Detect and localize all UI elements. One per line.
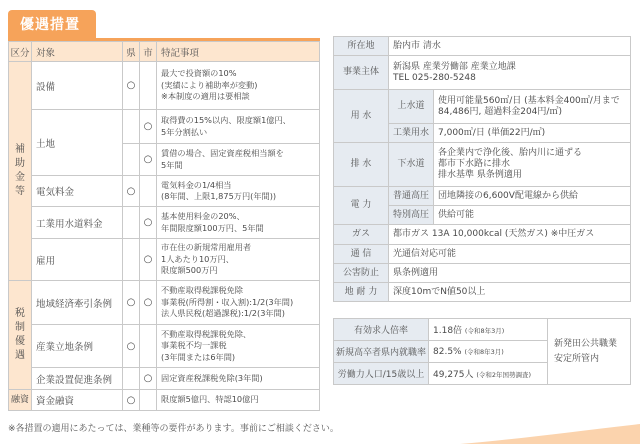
stat-label: 労働力人口/15歳以上 xyxy=(334,363,429,385)
city-mark xyxy=(140,176,157,207)
info-row-water-supply xyxy=(334,90,631,124)
city-mark xyxy=(140,62,157,110)
table-row xyxy=(9,176,320,207)
gas-value: 都市ガス 13A 10,000kcal (天然ガス) ※中圧ガス xyxy=(389,225,631,245)
gas-label: ガス xyxy=(334,225,389,245)
row-name: 資金融資 xyxy=(32,390,123,411)
site-info-table xyxy=(333,36,631,302)
footnote: ※各措置の適用にあたっては、業種等の要件があります。事前にご相談ください。 xyxy=(8,424,339,434)
drainage-line: 都市下水路に排水 xyxy=(438,159,511,169)
col-notes: 特記事項 xyxy=(157,42,320,62)
col-category: 区分 xyxy=(9,42,32,62)
pref-mark xyxy=(123,110,140,144)
info-row-comms xyxy=(334,245,631,264)
stat-label: 新規高卒者県内就職率 xyxy=(334,341,429,363)
row-note: 不動産取得税課税免除、 事業税不均一課税 (3年間または6年間) xyxy=(157,325,320,368)
table-header-row xyxy=(9,42,320,62)
comms-value: 光通信対応可能 xyxy=(389,245,631,264)
stat-label: 有効求人倍率 xyxy=(334,319,429,341)
water-supply-value: 使用可能量560㎥/日 (基本料金400㎥/月まで84,486円, 超過料金204円/㎥) xyxy=(434,90,631,124)
city-mark: ○ xyxy=(140,144,157,176)
power-label: 電 力 xyxy=(334,187,389,225)
col-city: 市 xyxy=(140,42,157,62)
row-note: 賃借の場合、固定資産税相当額を 5年間 xyxy=(157,144,320,176)
drainage-value xyxy=(434,143,631,187)
category-tax: 税制優遇 xyxy=(9,281,32,390)
info-row-operator xyxy=(334,56,631,90)
row-name: 設備 xyxy=(32,62,123,110)
drainage-line: 各企業内で浄化後、胎内川に通ずる xyxy=(438,148,583,158)
row-note: 限度額5億円、特認10億円 xyxy=(157,390,320,411)
operator-value xyxy=(389,56,631,90)
row-note: 基本使用料金の20%、 年間限度額100万円、5年間 xyxy=(157,207,320,239)
operator-label: 事業主体 xyxy=(334,56,389,90)
pollution-label: 公害防止 xyxy=(334,264,389,283)
city-mark: ○ xyxy=(140,239,157,281)
col-target: 対象 xyxy=(32,42,123,62)
pref-mark xyxy=(123,368,140,390)
table-row xyxy=(9,390,320,411)
info-row-bearing xyxy=(334,283,631,302)
pref-mark xyxy=(123,207,140,239)
row-name: 地域経済牽引条例 xyxy=(32,281,123,325)
info-row-power-normal xyxy=(334,187,631,206)
pref-mark xyxy=(123,144,140,176)
location-label: 所在地 xyxy=(334,37,389,56)
bearing-label: 地 耐 力 xyxy=(334,283,389,302)
section-title: 優遇措置 xyxy=(20,17,80,33)
incentives-table xyxy=(8,41,320,411)
table-row xyxy=(9,207,320,239)
row-note: 電気料金の1/4相当 (8年間、上限1,875万円(年間)) xyxy=(157,176,320,207)
water-supply-label: 上水道 xyxy=(389,90,434,124)
row-name: 工業用水道料金 xyxy=(32,207,123,239)
labor-stats-table xyxy=(333,318,631,385)
info-row-gas xyxy=(334,225,631,245)
pref-mark: ○ xyxy=(123,62,140,110)
stat-value: 1.18倍 (令和8年3月) xyxy=(429,319,548,341)
table-row xyxy=(9,368,320,390)
power-normal-value: 団地隣接の6,600V配電線から供給 xyxy=(434,187,631,206)
water-label: 用 水 xyxy=(334,90,389,143)
pref-mark: ○ xyxy=(123,176,140,207)
table-row xyxy=(9,110,320,144)
row-note: 最大で投資額の10% (実績により補助率が変動) ※本制度の適用は要相談 xyxy=(157,62,320,110)
power-special-label: 特別高圧 xyxy=(389,206,434,225)
section-tab xyxy=(8,10,96,40)
stat-value: 49,275人 (令和2年国勢調査) xyxy=(429,363,548,385)
drainage-label: 排 水 xyxy=(334,143,389,187)
water-industrial-label: 工業用水 xyxy=(389,124,434,143)
pref-mark: ○ xyxy=(123,281,140,325)
pollution-value: 県条例適用 xyxy=(389,264,631,283)
city-mark: ○ xyxy=(140,110,157,144)
location-value: 胎内市 清水 xyxy=(389,37,631,56)
city-mark xyxy=(140,325,157,368)
info-row-location xyxy=(334,37,631,56)
comms-label: 通 信 xyxy=(334,245,389,264)
row-name: 産業立地条例 xyxy=(32,325,123,368)
col-pref: 県 xyxy=(123,42,140,62)
table-row xyxy=(9,281,320,325)
stats-source: 新発田公共職業安定所管内 xyxy=(548,319,631,385)
pref-mark xyxy=(123,239,140,281)
bearing-value: 深度10mでN値50以上 xyxy=(389,283,631,302)
operator-tel: TEL 025-280-5248 xyxy=(393,72,476,83)
row-note: 不動産取得税課税免除 事業税(所得割・収入割):1/2(3年間) 法人県民税(超過課税):1/2(3年間) xyxy=(157,281,320,325)
info-row-drainage xyxy=(334,143,631,187)
row-name: 企業設置促進条例 xyxy=(32,368,123,390)
city-mark: ○ xyxy=(140,368,157,390)
table-row xyxy=(9,62,320,110)
water-industrial-value: 7,000㎥/日 (単価22円/㎥) xyxy=(434,124,631,143)
drainage-sub-label: 下水道 xyxy=(389,143,434,187)
row-name: 電気料金 xyxy=(32,176,123,207)
category-subsidy: 補助金等 xyxy=(9,62,32,281)
city-mark: ○ xyxy=(140,207,157,239)
operator-dept: 新潟県 産業労働部 産業立地課 xyxy=(393,61,516,72)
row-name: 土地 xyxy=(32,110,123,176)
row-name: 雇用 xyxy=(32,239,123,281)
pref-mark: ○ xyxy=(123,325,140,368)
decorative-wave xyxy=(460,422,640,444)
stat-row xyxy=(334,319,631,341)
stat-value: 82.5% (令和8年3月) xyxy=(429,341,548,363)
drainage-line: 排水基準 県条例適用 xyxy=(438,170,522,180)
city-mark xyxy=(140,390,157,411)
row-note: 固定資産税課税免除(3年間) xyxy=(157,368,320,390)
power-normal-label: 普通高圧 xyxy=(389,187,434,206)
city-mark: ○ xyxy=(140,281,157,325)
table-row xyxy=(9,239,320,281)
pref-mark: ○ xyxy=(123,390,140,411)
row-note: 市在住の新規常用雇用者 1人あたり10万円、 限度額500万円 xyxy=(157,239,320,281)
table-row xyxy=(9,325,320,368)
row-note: 取得費の15%以内、限度額1億円、 5年分割払い xyxy=(157,110,320,144)
power-special-value: 供給可能 xyxy=(434,206,631,225)
info-row-pollution xyxy=(334,264,631,283)
category-finance: 融資 xyxy=(9,390,32,411)
